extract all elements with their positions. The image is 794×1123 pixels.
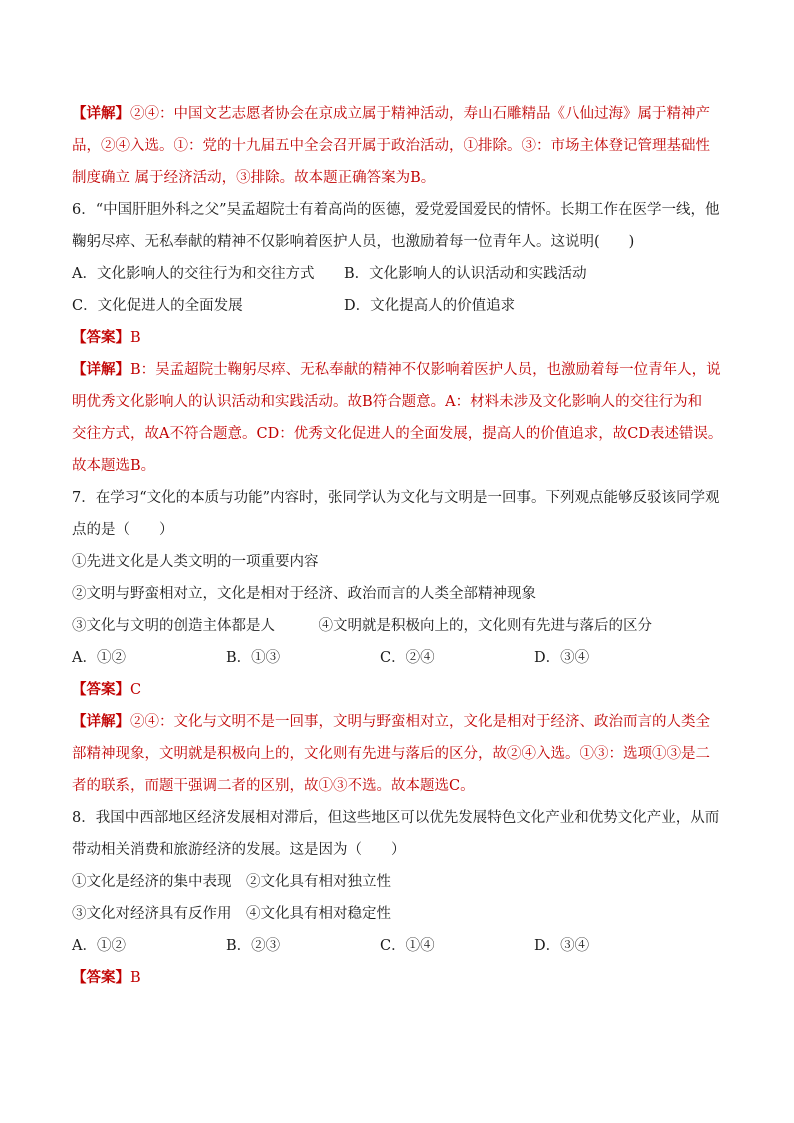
explanation-line xyxy=(72,450,724,482)
question-line xyxy=(72,226,724,258)
option-item: B．文化影响人的认识活动和实践活动 xyxy=(344,266,587,282)
explanation-text: 者的联系，而题干强调二者的区别，故①③不选。故本题选C。 xyxy=(72,778,475,794)
question-line xyxy=(72,802,724,834)
option-row xyxy=(72,930,724,962)
question-text: 7．在学习“文化的本质与功能”内容时，张同学认为文化与文明是一回事。下列观点能够反驳该同学观 xyxy=(72,490,720,506)
option-item: C．①④ xyxy=(380,938,435,954)
explanation-text: 制度确立 属于经济活动，③排除。故本题正确答案为B。 xyxy=(72,170,436,186)
question-line xyxy=(72,578,724,610)
option-item: D．③④ xyxy=(534,650,590,666)
answer-value: B xyxy=(130,330,141,346)
explanation-text: 部精神现象，文明就是积极向上的，文化则有先进与落后的区分，故②④入选。①③：选项①③是二 xyxy=(72,746,710,762)
document-page xyxy=(72,98,724,994)
option-row xyxy=(72,258,724,290)
question-text: ③文化对经济具有反作用 ④文化具有相对稳定性 xyxy=(72,906,391,922)
option-row xyxy=(72,290,724,322)
option-item: A．①② xyxy=(72,650,126,666)
option-row xyxy=(72,642,724,674)
explanation-text: ②④：中国文艺志愿者协会在京成立属于精神活动，寿山石雕精品《八仙过海》属于精神产 xyxy=(130,106,710,122)
question-line xyxy=(72,194,724,226)
explanation-text: 品，②④入选。①：党的十九届五中全会召开属于政治活动，①排除。③：市场主体登记管理基础性 xyxy=(72,138,710,154)
question-line xyxy=(72,866,724,898)
explanation-text: 明优秀文化影响人的认识活动和实践活动。故B符合题意。A：材料未涉及文化影响人的交往行为和 xyxy=(72,394,703,410)
explanation-line xyxy=(72,162,724,194)
explanation-line xyxy=(72,130,724,162)
option-item: C．文化促进人的全面发展 xyxy=(72,298,243,314)
explanation-text: B：吴孟超院士鞠躬尽瘁、无私奉献的精神不仅影响着医护人员，也激励着每一位青年人，说 xyxy=(130,362,721,378)
explanation-tag: 【详解】 xyxy=(72,105,130,122)
option-item: B．②③ xyxy=(226,938,281,954)
question-text: 鞠躬尽瘁、无私奉献的精神不仅影响着医护人员，也激励着每一位青年人。这说明( ) xyxy=(72,234,635,250)
question-text: ②文明与野蛮相对立，文化是相对于经济、政治而言的人类全部精神现象 xyxy=(72,586,536,602)
option-item: D．文化提高人的价值追求 xyxy=(344,298,516,314)
option-item: A．①② xyxy=(72,938,126,954)
answer-line xyxy=(72,962,724,994)
question-line xyxy=(72,898,724,930)
explanation-text: 交往方式，故A不符合题意。CD：优秀文化促进人的全面发展，提高人的价值追求，故CD表述错误。 xyxy=(72,426,723,442)
question-text: ①先进文化是人类文明的一项重要内容 xyxy=(72,554,319,570)
explanation-text: 故本题选B。 xyxy=(72,458,156,474)
option-item: B．①③ xyxy=(226,650,281,666)
question-text: 带动相关消费和旅游经济的发展。这是因为（ ） xyxy=(72,842,406,858)
explanation-line xyxy=(72,738,724,770)
answer-value: C xyxy=(130,682,142,698)
answer-value: B xyxy=(130,970,141,986)
question-text: 8．我国中西部地区经济发展相对滞后，但这些地区可以优先发展特色文化产业和优势文化产业，从而 xyxy=(72,810,720,826)
explanation-text: ②④：文化与文明不是一回事，文明与野蛮相对立，文化是相对于经济、政治而言的人类全 xyxy=(130,714,710,730)
question-text: 点的是（ ） xyxy=(72,522,174,538)
option-item: D．③④ xyxy=(534,938,590,954)
explanation-line xyxy=(72,706,724,738)
option-item: C．②④ xyxy=(380,650,435,666)
explanation-tag: 【详解】 xyxy=(72,713,130,730)
question-line xyxy=(72,482,724,514)
explanation-line xyxy=(72,386,724,418)
question-line xyxy=(72,834,724,866)
question-line xyxy=(72,610,724,642)
explanation-line xyxy=(72,418,724,450)
explanation-line xyxy=(72,770,724,802)
question-line xyxy=(72,514,724,546)
explanation-tag: 【详解】 xyxy=(72,361,130,378)
explanation-line xyxy=(72,98,724,130)
answer-line xyxy=(72,674,724,706)
option-item: A．文化影响人的交往行为和交往方式 xyxy=(72,266,315,282)
answer-line xyxy=(72,322,724,354)
explanation-line xyxy=(72,354,724,386)
answer-tag: 【答案】 xyxy=(72,969,130,986)
answer-tag: 【答案】 xyxy=(72,329,130,346)
question-text: ③文化与文明的创造主体都是人 ④文明就是积极向上的，文化则有先进与落后的区分 xyxy=(72,618,652,634)
question-text: ①文化是经济的集中表现 ②文化具有相对独立性 xyxy=(72,874,391,890)
answer-tag: 【答案】 xyxy=(72,681,130,698)
question-line xyxy=(72,546,724,578)
question-text: 6．“中国肝胆外科之父”吴孟超院士有着高尚的医德，爱党爱国爱民的情怀。长期工作在医学一线，他 xyxy=(72,202,720,218)
